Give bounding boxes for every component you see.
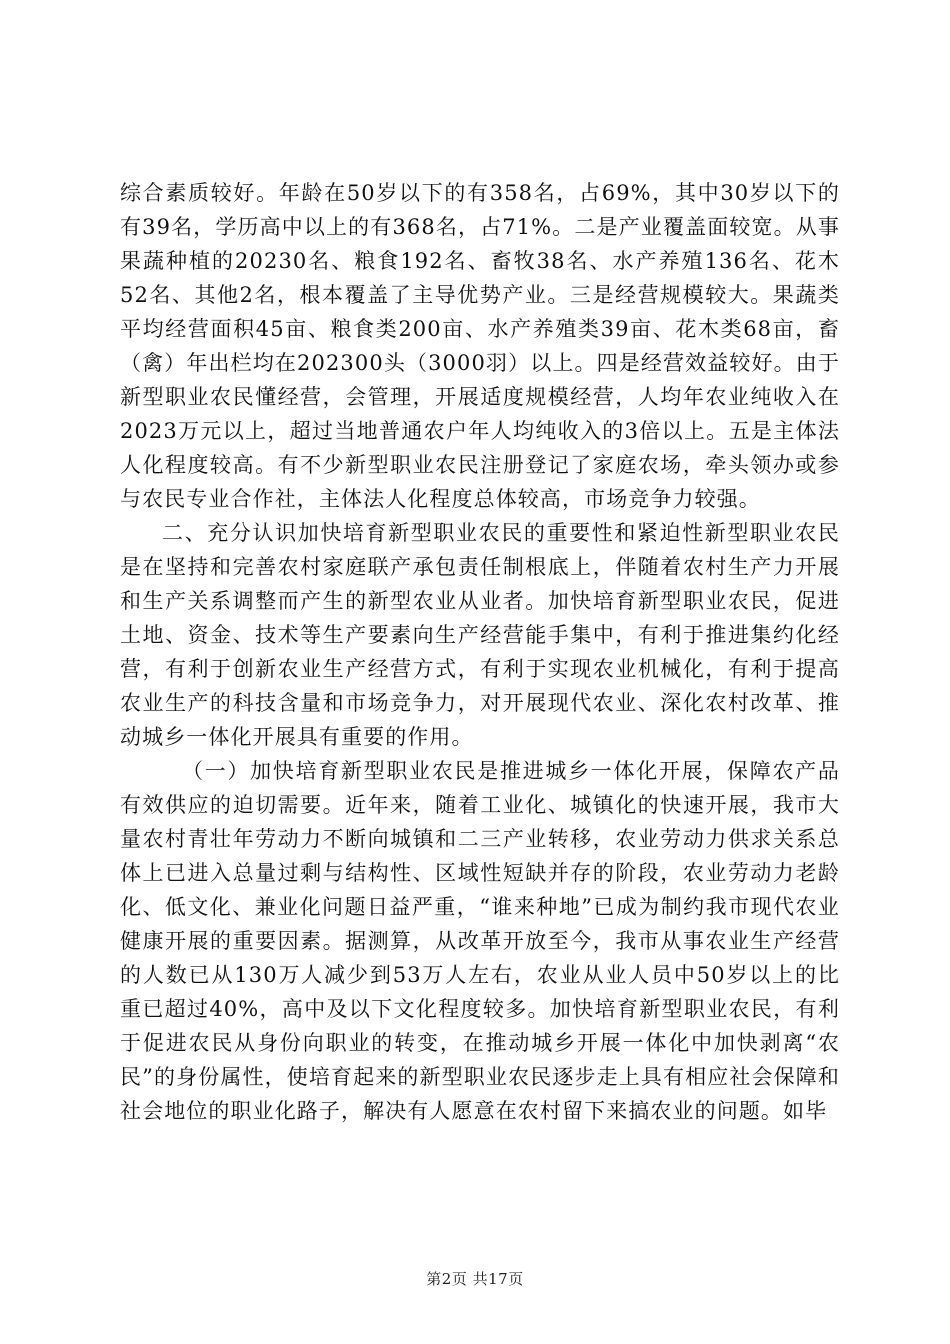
document-body bbox=[120, 176, 840, 1128]
page-number-footer: 第2页 共17页 bbox=[426, 1270, 524, 1288]
paragraph-subsection-one: （一）加快培育新型职业农民是推进城乡一体化开展，保障农产品有效供应的迫切需要。近年来，随着工业化、城镇化的快速开展，我市大量农村青壮年劳动力不断向城镇和二三产业转移，农业劳动力供求关系总体上已进入总量过剩与结构性、区域性短缺并存的阶段，农业劳动力老龄化、低文化、兼业化问题日益严重，“谁来种地”已成为制约我市现代农业健康开展的重要因素。据测算，从改革开放至今，我市从事农业生产经营的人数已从130万人减少到53万人左右，农业从业人员中50岁以上的比重已超过40%，高中及以下文化程度较多。加快培育新型职业农民，有利于促进农民从身份向职业的转变，在推动城乡开展一体化中加快剥离“农民”的身份属性，使培育起来的新型职业农民逐步走上具有相应社会保障和社会地位的职业化路子，解决有人愿意在农村留下来搞农业的问题。如毕 bbox=[120, 759, 840, 1123]
paragraph-section-two: 二、充分认识加快培育新型职业农民的重要性和紧迫性新型职业农民是在坚持和完善农村家庭联产承包责任制根底上，伴随着农村生产力开展和生产关系调整而产生的新型农业从业者。加快培育新型职业农民，促进土地、资金、技术等生产要素向生产经营能手集中，有利于推进集约化经营，有利于创新农业生产经营方式，有利于实现农业机械化，有利于提高农业生产的科技含量和市场竞争力，对开展现代农业、深化农村改革、推动城乡一体化开展具有重要的作用。 bbox=[120, 521, 840, 749]
paragraph-continued: 综合素质较好。年龄在50岁以下的有358名，占69%，其中30岁以下的有39名，学历高中以上的有368名，占71%。二是产业覆盖面较宽。从事果蔬种植的20230名、粮食192名、畜牧38名、水产养殖136名、花木52名、其他2名，根本覆盖了主导优势产业。三是经营规模较大。果蔬类平均经营面积45亩、粮食类200亩、水产养殖类39亩、花木类68亩，畜（禽）年出栏均在202300头（3000羽）以上。四是经营效益较好。由于新型职业农民懂经营，会管理，开展适度规模经营，人均年农业纯收入在2023万元以上，超过当地普通农户年人均纯收入的3倍以上。五是主体法人化程度较高。有不少新型职业农民注册登记了家庭农场，牵头领办或参与农民专业合作社，主体法人化程度总体较高，市场竞争力较强。 bbox=[120, 181, 840, 511]
